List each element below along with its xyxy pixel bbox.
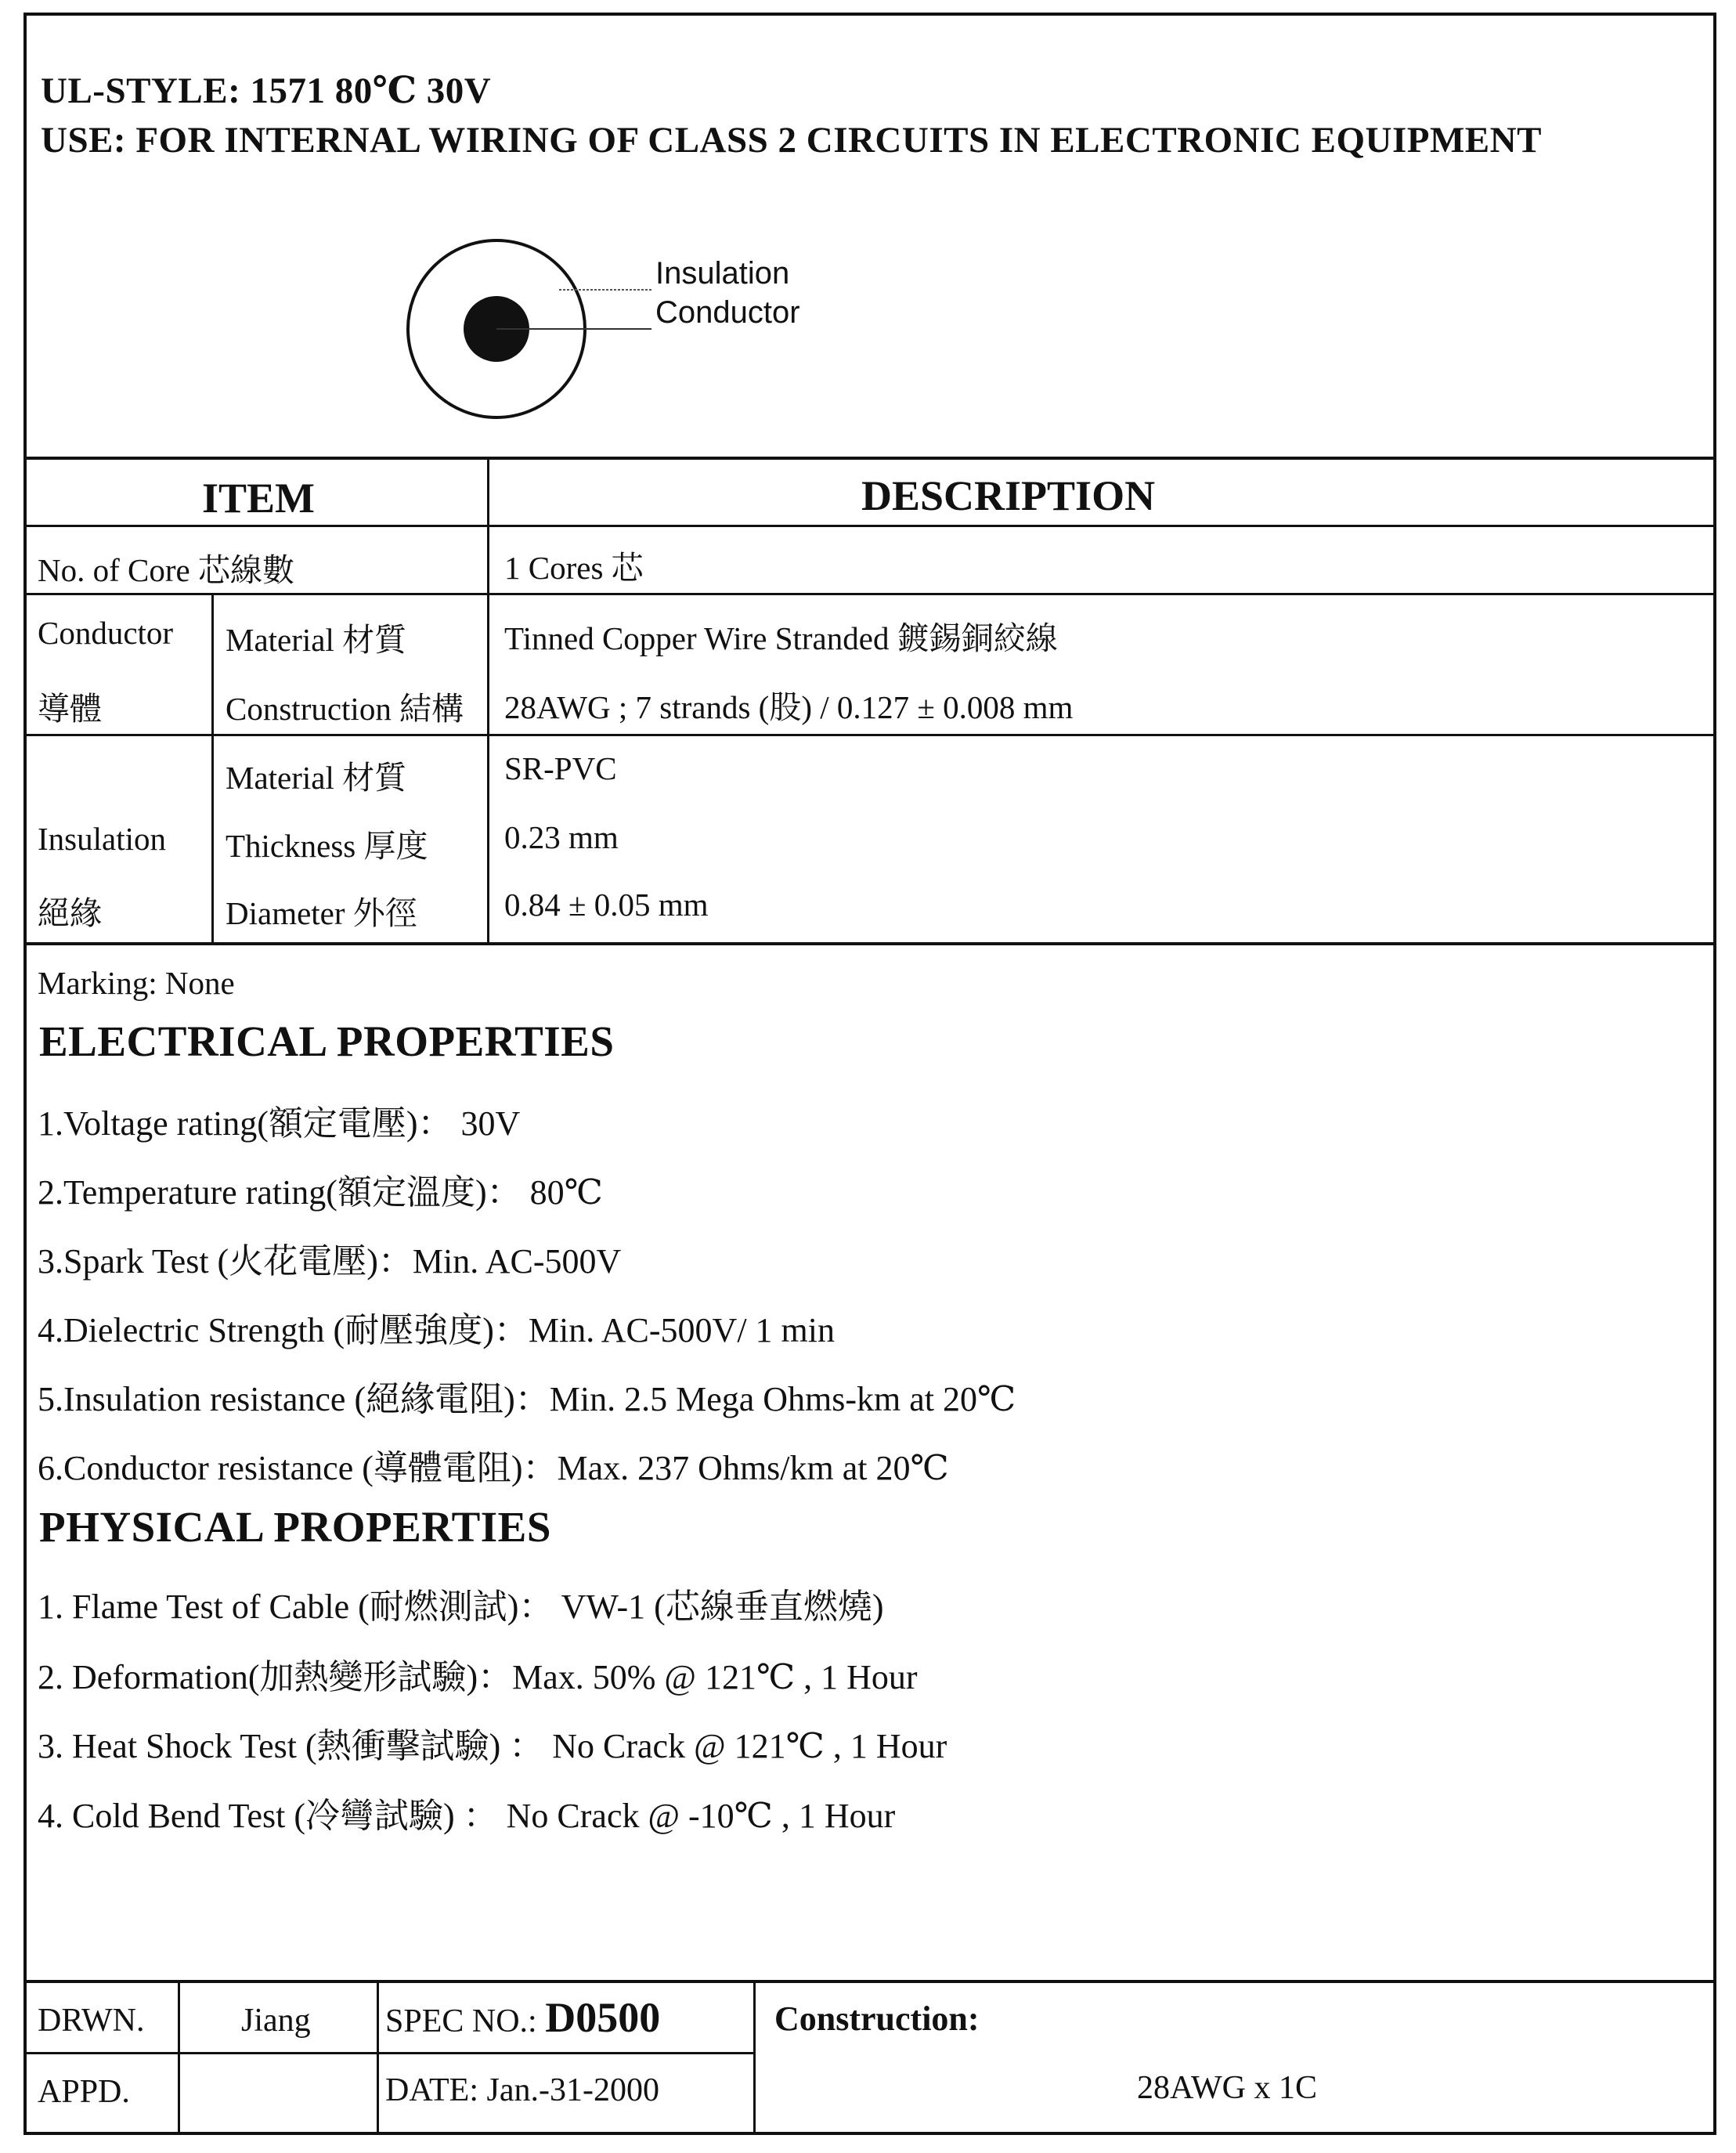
- date-text: DATE: Jan.-31-2000: [385, 2072, 659, 2108]
- physical-item: 4. Cold Bend Test (冷彎試驗) ： No Crack @ -10℃ , 1 Hour: [38, 1797, 896, 1835]
- physical-item: 3. Heat Shock Test (熱衝擊試驗) ： No Crack @ 121℃ , 1 Hour: [38, 1727, 947, 1765]
- spec-number-value: D0500: [545, 1994, 661, 2041]
- conductor-label-zh: 導體: [38, 691, 102, 727]
- insulation-diameter-value: 0.84 ± 0.05 mm: [504, 887, 709, 923]
- electrical-item: 4.Dielectric Strength (耐壓強度)：Min. AC-500V/ 1 min: [38, 1311, 835, 1349]
- conductor-material-label: Material 材質: [226, 622, 407, 658]
- insulation-material-label: Material 材質: [226, 760, 407, 796]
- item-column-header: ITEM: [202, 475, 316, 522]
- electrical-item: 5.Insulation resistance (絕緣電阻)：Min. 2.5 Mega Ohms-km at 20℃: [38, 1380, 1016, 1418]
- physical-properties-title: PHYSICAL PROPERTIES: [39, 1503, 551, 1551]
- no-of-core-value: 1 Cores 芯: [504, 550, 644, 586]
- drawn-by-value: Jiang: [241, 2003, 311, 2039]
- cable-cross-section-diagram: [402, 227, 888, 439]
- insulation-thickness-label: Thickness 厚度: [226, 828, 428, 864]
- electrical-properties-title: ELECTRICAL PROPERTIES: [39, 1017, 615, 1065]
- construction-value: 28AWG x 1C: [1137, 2070, 1317, 2106]
- electrical-item: 3.Spark Test (火花電壓)：Min. AC-500V: [38, 1242, 622, 1281]
- insulation-label-zh: 絕緣: [38, 895, 102, 931]
- physical-item: 1. Flame Test of Cable (耐燃測試)： VW-1 (芯線垂直燃燒): [38, 1588, 884, 1626]
- electrical-item: 1.Voltage rating(額定電壓)： 30V: [38, 1104, 521, 1143]
- ul-style-line: UL-STYLE: 1571 80℃ 30V: [41, 70, 492, 111]
- insulation-label: Insulation: [655, 256, 790, 291]
- insulation-label-en: Insulation: [38, 821, 166, 857]
- spec-number-label: SPEC NO.:: [385, 2003, 546, 2039]
- conductor-construction-label: Construction 結構: [226, 691, 464, 727]
- conductor-label: Conductor: [655, 295, 800, 330]
- conductor-label-en: Conductor: [38, 615, 174, 651]
- approved-by-label: APPD.: [38, 2074, 130, 2110]
- conductor-material-value: Tinned Copper Wire Stranded 鍍錫銅絞線: [504, 620, 1058, 656]
- spec-number: [385, 1993, 660, 2042]
- drawn-by-label: DRWN.: [38, 2003, 145, 2039]
- description-column-header: DESCRIPTION: [861, 472, 1156, 519]
- spec-sheet: [23, 13, 1716, 2135]
- insulation-thickness-value: 0.23 mm: [504, 819, 619, 855]
- electrical-item: 6.Conductor resistance (導體電阻)：Max. 237 Ohms/km at 20℃: [38, 1449, 949, 1487]
- insulation-diameter-label: Diameter 外徑: [226, 895, 417, 931]
- electrical-item: 2.Temperature rating(額定溫度)： 80℃: [38, 1173, 603, 1212]
- physical-item: 2. Deformation(加熱變形試驗)：Max. 50% @ 121℃ , 1 Hour: [38, 1658, 918, 1696]
- construction-label: Construction:: [774, 1999, 980, 2038]
- conductor-construction-value: 28AWG ; 7 strands (股) / 0.127 ± 0.008 mm: [504, 689, 1074, 725]
- no-of-core-label: No. of Core 芯線數: [38, 552, 294, 588]
- use-line: USE: FOR INTERNAL WIRING OF CLASS 2 CIRCUITS IN ELECTRONIC EQUIPMENT: [41, 120, 1542, 161]
- marking-text: Marking: None: [38, 965, 235, 1001]
- insulation-material-value: SR-PVC: [504, 750, 617, 786]
